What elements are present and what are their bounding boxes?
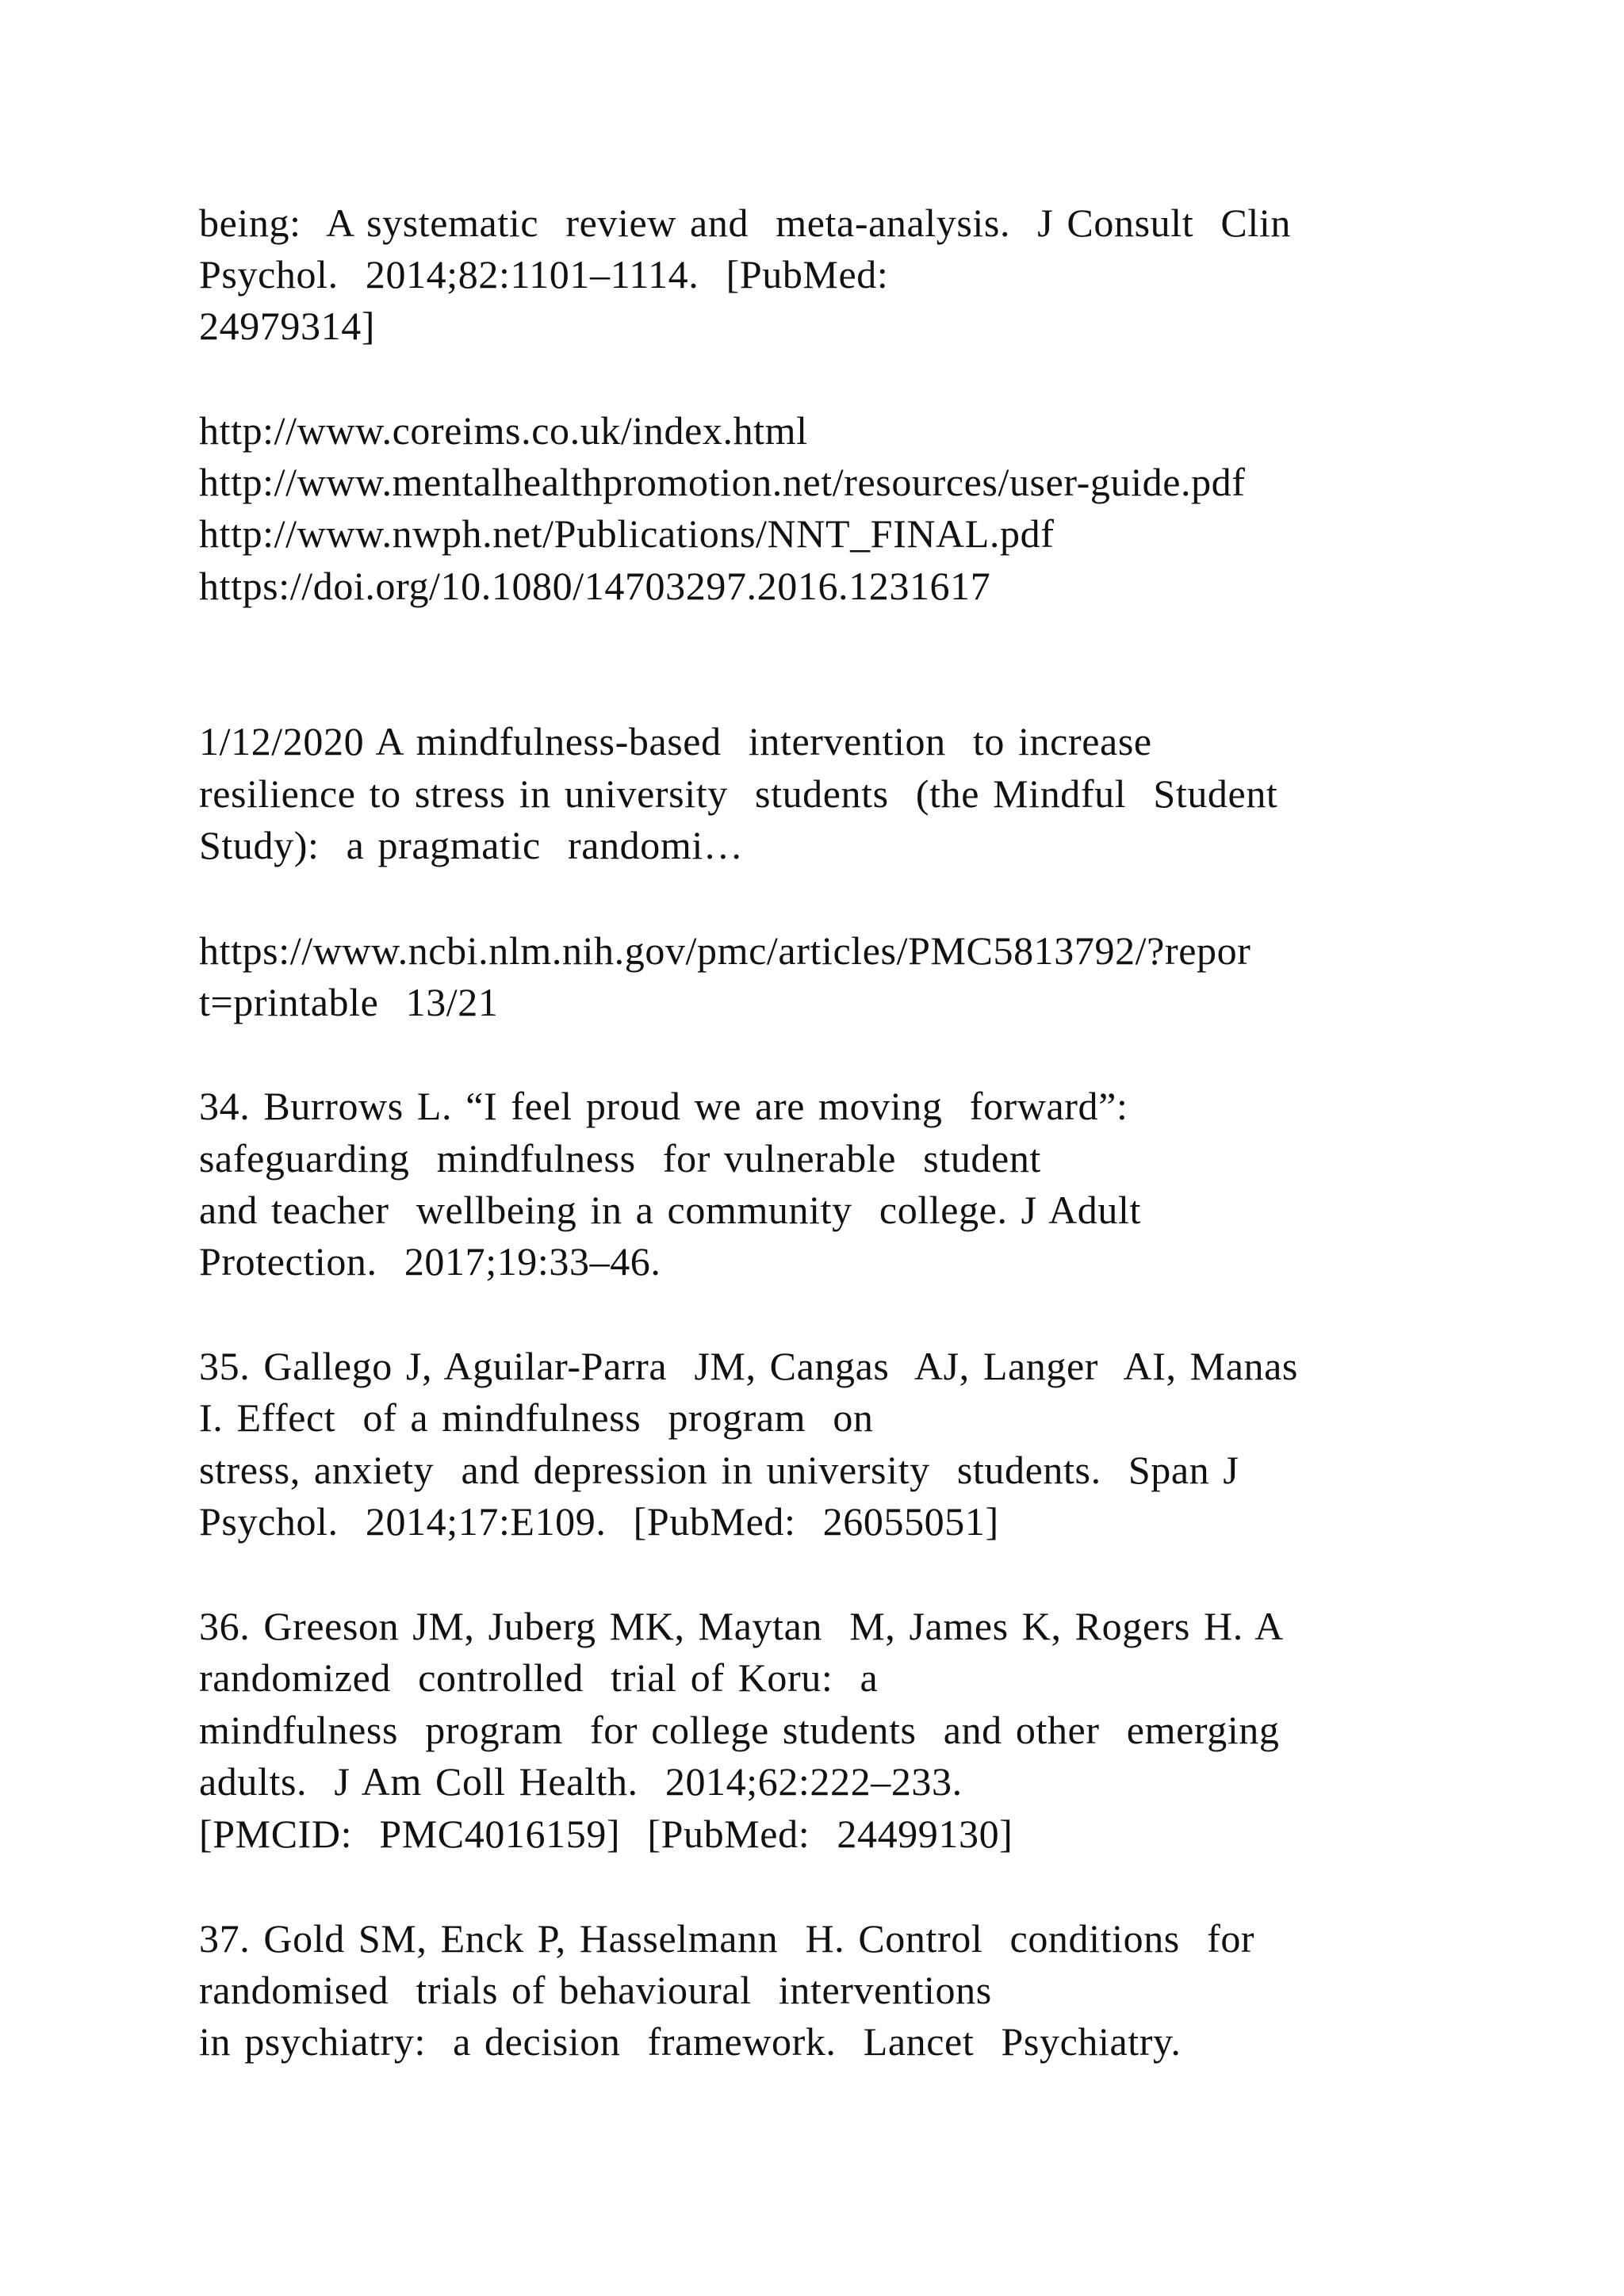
print-header-line-2: resilience to stress in university students (the Mindful Student bbox=[199, 771, 1278, 816]
reference-36-line-5: [PMCID: PMC4016159] [PubMed: 24499130] bbox=[199, 1812, 1013, 1856]
print-header-line-3: Study): a pragmatic randomi… bbox=[199, 823, 744, 867]
print-header-line-1: 1/12/2020 A mindfulness-based intervention to increase bbox=[199, 719, 1152, 763]
reference-34-line-1: 34. Burrows L. “I feel proud we are moving forward”: bbox=[199, 1084, 1128, 1128]
ref-continuation-line-1: being: A systematic review and meta-analysis. J Consult Clin bbox=[199, 201, 1291, 245]
url-line-4: https://doi.org/10.1080/14703297.2016.1231617 bbox=[199, 564, 991, 608]
print-footer-line-2: t=printable 13/21 bbox=[199, 980, 499, 1024]
reference-34-line-2: safeguarding mindfulness for vulnerable student bbox=[199, 1136, 1041, 1181]
reference-34-line-3: and teacher wellbeing in a community college. J Adult bbox=[199, 1188, 1141, 1232]
reference-36-line-2: randomized controlled trial of Koru: a bbox=[199, 1655, 879, 1700]
reference-36-line-3: mindfulness program for college students and other emerging bbox=[199, 1708, 1280, 1752]
reference-34-line-4: Protection. 2017;19:33–46. bbox=[199, 1239, 661, 1284]
url-line-2: http://www.mentalhealthpromotion.net/resources/user-guide.pdf bbox=[199, 460, 1246, 504]
reference-35-line-3: stress, anxiety and depression in university students. Span J bbox=[199, 1448, 1239, 1492]
ref-continuation-line-3: 24979314] bbox=[199, 304, 376, 348]
url-line-3: http://www.nwph.net/Publications/NNT_FINAL.pdf bbox=[199, 511, 1055, 556]
reference-37-line-1: 37. Gold SM, Enck P, Hasselmann H. Control conditions for bbox=[199, 1916, 1255, 1961]
ref-continuation-line-2: Psychol. 2014;82:1101–1114. [PubMed: bbox=[199, 252, 889, 297]
reference-36-line-4: adults. J Am Coll Health. 2014;62:222–233. bbox=[199, 1759, 963, 1804]
url-line-1: http://www.coreims.co.uk/index.html bbox=[199, 408, 808, 453]
reference-36-line-1: 36. Greeson JM, Juberg MK, Maytan M, James K, Rogers H. A bbox=[199, 1604, 1284, 1648]
reference-37-line-3: in psychiatry: a decision framework. Lancet Psychiatry. bbox=[199, 2019, 1182, 2064]
reference-35-line-4: Psychol. 2014;17:E109. [PubMed: 26055051] bbox=[199, 1499, 999, 1544]
reference-35-line-1: 35. Gallego J, Aguilar-Parra JM, Cangas AJ, Langer AI, Manas bbox=[199, 1344, 1298, 1388]
print-footer-line-1: https://www.ncbi.nlm.nih.gov/pmc/articles/PMC5813792/?repor bbox=[199, 928, 1251, 973]
reference-37-line-2: randomised trials of behavioural interventions bbox=[199, 1968, 992, 2012]
reference-35-line-2: I. Effect of a mindfulness program on bbox=[199, 1395, 874, 1440]
